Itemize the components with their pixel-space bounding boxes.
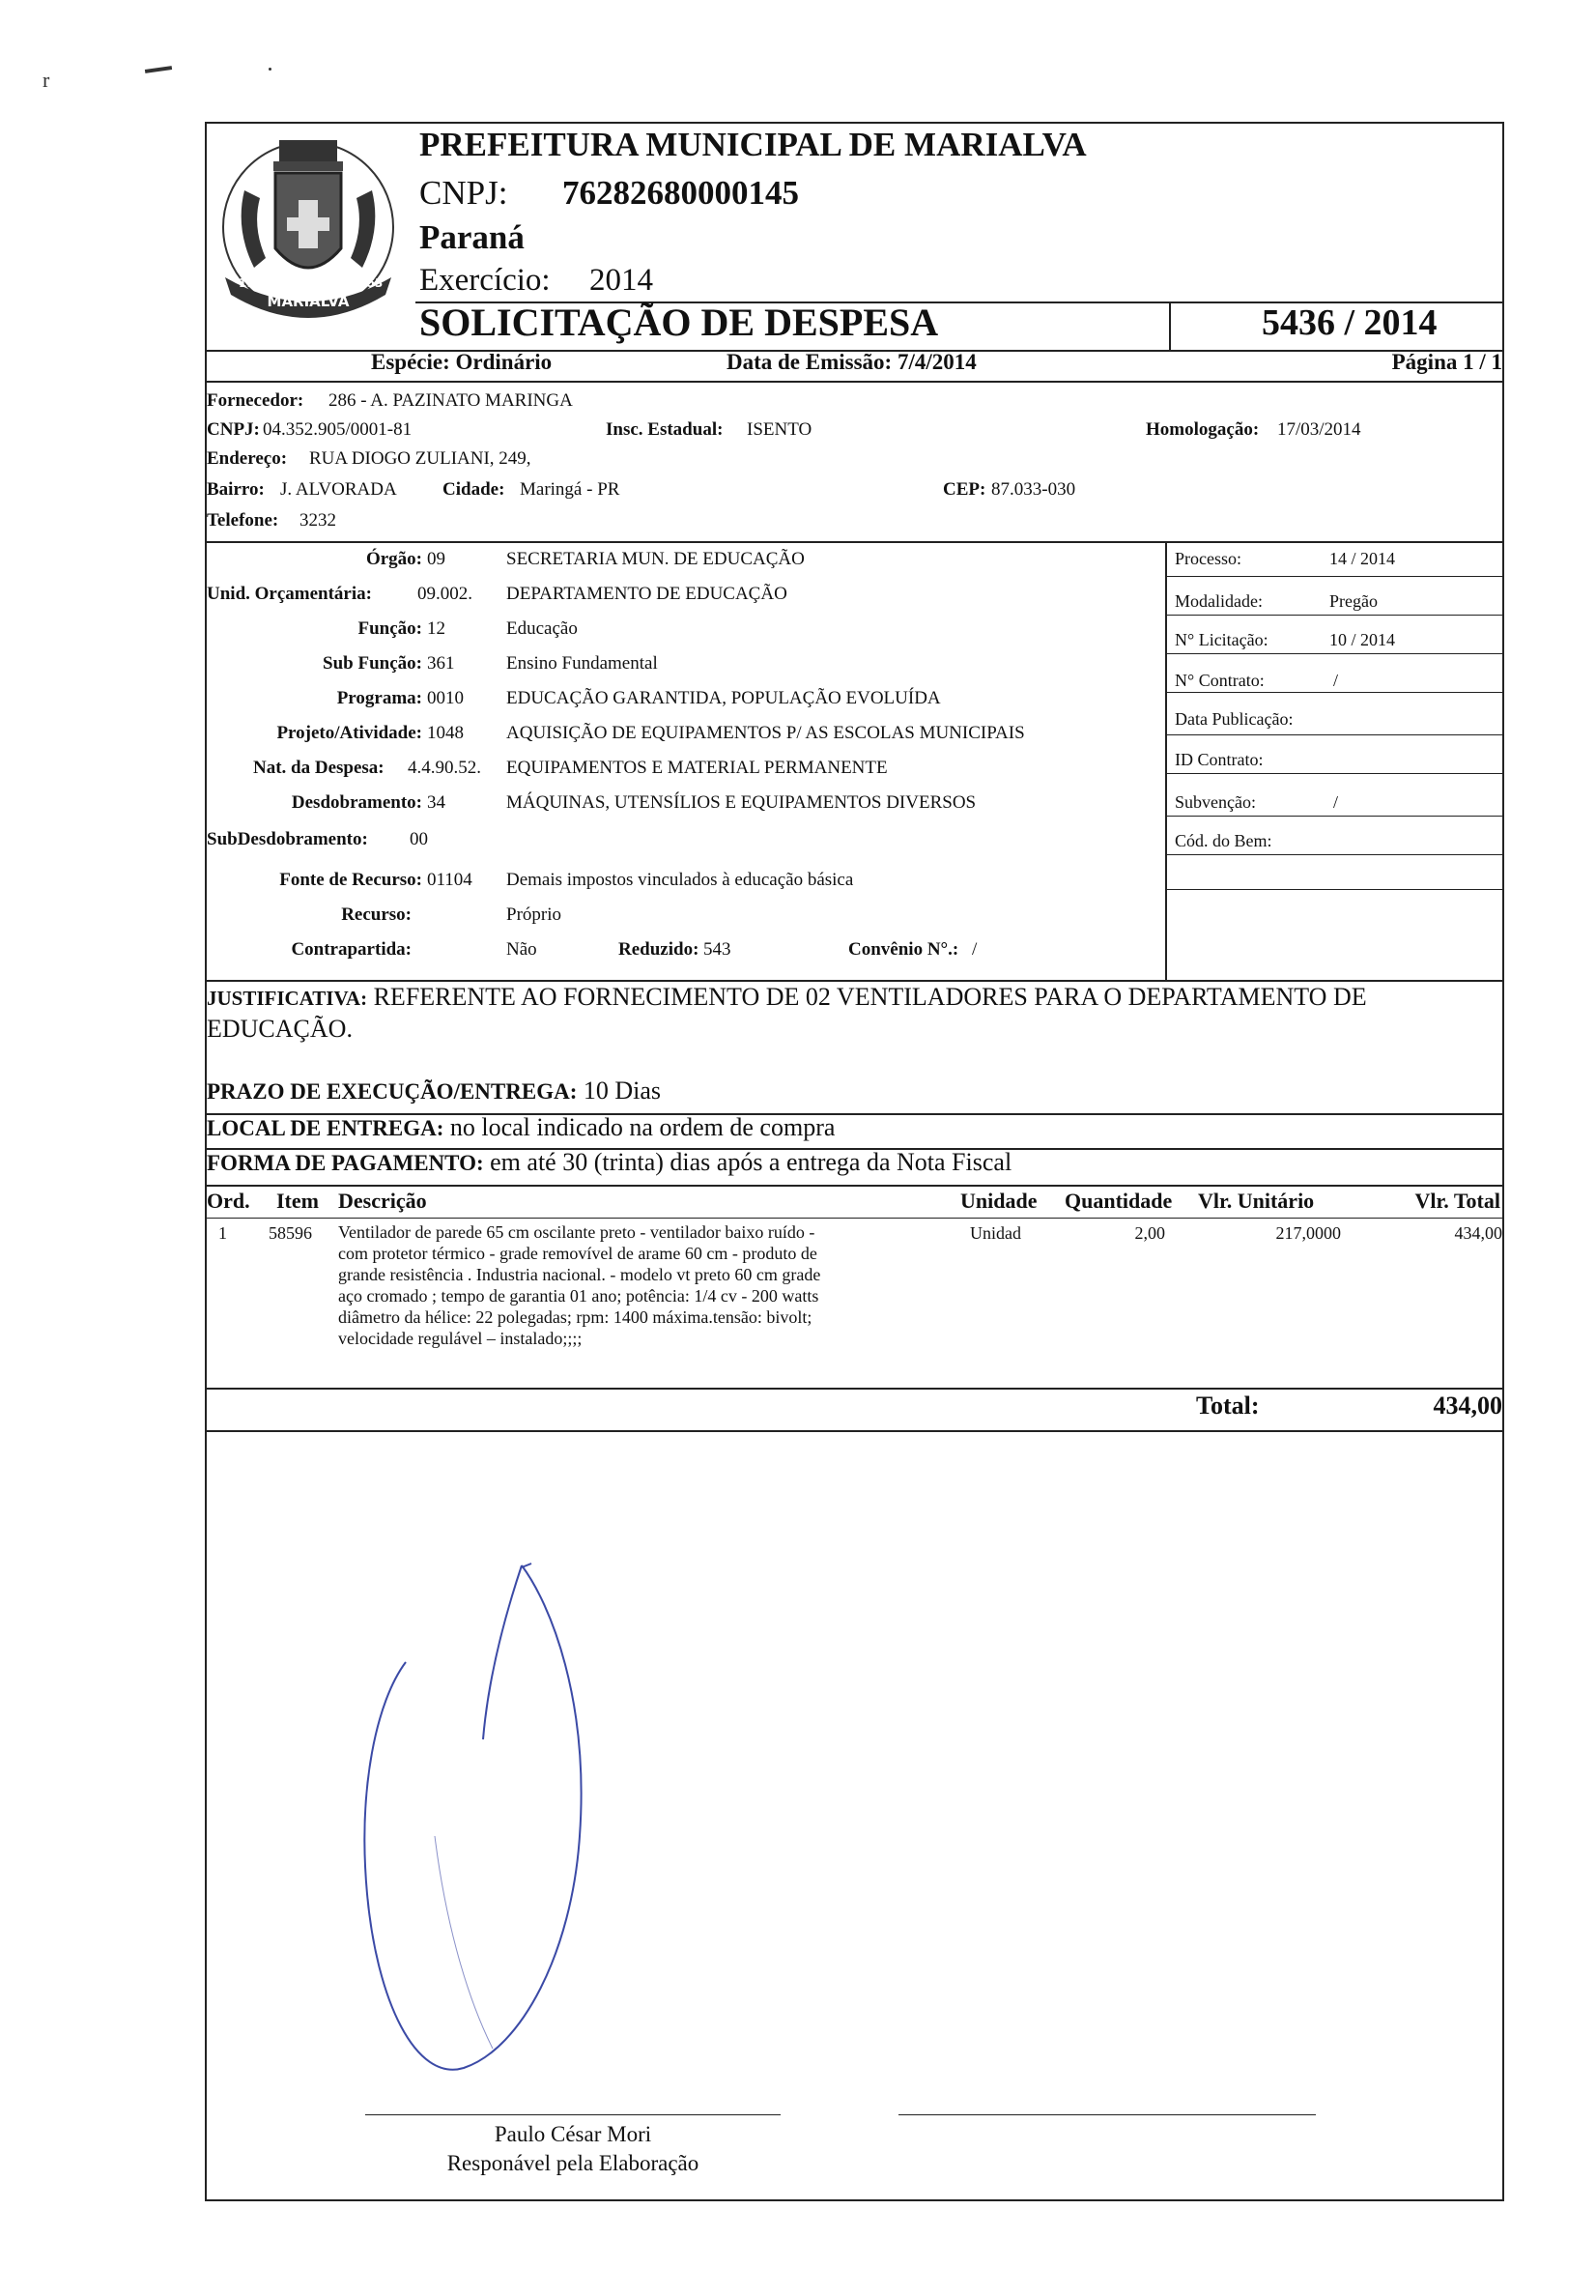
convenio-label: Convênio N°.: [848, 939, 959, 960]
telefone-label: Telefone: [207, 510, 279, 531]
state-name: Paraná [419, 218, 525, 256]
desc-line: aço cromado ; tempo de garantia 01 ano; potência: 1/4 cv - 200 watts [338, 1286, 819, 1306]
unid-desc: DEPARTAMENTO DE EDUCAÇÃO [506, 584, 787, 604]
subfuncao-label: Sub Função: [323, 653, 422, 674]
natdespesa-label: Nat. da Despesa: [253, 758, 385, 778]
signature-line [365, 2114, 781, 2115]
endereco-value: RUA DIOGO ZULIANI, 249, [309, 448, 531, 469]
especie: Espécie: Ordinário [371, 350, 553, 374]
programa-desc: EDUCAÇÃO GARANTIDA, POPULAÇÃO EVOLUÍDA [506, 688, 941, 708]
signature-line [898, 2114, 1316, 2115]
document-number: 5436 / 2014 [1262, 302, 1438, 343]
contrato-label: N° Contrato: [1175, 671, 1265, 690]
divider [1165, 816, 1503, 817]
desdobramento-desc: MÁQUINAS, UTENSÍLIOS E EQUIPAMENTOS DIVERSOS [506, 792, 977, 813]
total-label: Total: [1196, 1392, 1260, 1420]
fonte-code: 01104 [427, 870, 472, 890]
processo-value: 14 / 2014 [1329, 549, 1396, 568]
programa-label: Programa: [336, 688, 422, 708]
col-vlr-unitario: Vlr. Unitário [1198, 1189, 1315, 1213]
subvencao-value: / [1333, 792, 1339, 812]
cep-label: CEP: [943, 479, 986, 500]
document-title: SOLICITAÇÃO DE DESPESA [419, 301, 939, 344]
cidade-value: Maringá - PR [520, 479, 620, 500]
insc-value: ISENTO [747, 419, 812, 440]
subfuncao-desc: Ensino Fundamental [506, 653, 658, 674]
prazo-label: PRAZO DE EXECUÇÃO/ENTREGA: [207, 1079, 578, 1104]
divider [1169, 301, 1171, 350]
insc-label: Insc. Estadual: [606, 419, 724, 440]
divider [1165, 734, 1503, 735]
modalidade-label: Modalidade: [1175, 591, 1263, 611]
col-item: Item [276, 1189, 319, 1213]
row-vlr-total: 434,00 [1454, 1223, 1502, 1243]
col-descricao: Descrição [338, 1189, 427, 1213]
col-vlr-total: Vlr. Total [1414, 1189, 1500, 1213]
divider [205, 1430, 1504, 1432]
divider [1165, 773, 1503, 774]
divider [205, 541, 1504, 543]
divider [1165, 854, 1503, 855]
divider [205, 1218, 1504, 1219]
codbem-label: Cód. do Bem: [1175, 831, 1272, 850]
subdesdobramento-code: 00 [410, 829, 428, 849]
telefone-value: 3232 [299, 510, 336, 531]
supplier-cnpj-value: 04.352.905/0001-81 [263, 419, 413, 440]
publicacao-label: Data Publicação: [1175, 709, 1294, 729]
municipal-seal [206, 123, 411, 337]
justificativa-text-1: REFERENTE AO FORNECIMENTO DE 02 VENTILADORES PARA O DEPARTAMENTO DE [373, 983, 1367, 1011]
divider [1165, 692, 1503, 693]
justificativa [207, 982, 1501, 1045]
divider [1165, 543, 1167, 980]
endereco-label: Endereço: [207, 448, 288, 469]
funcao-code: 12 [427, 618, 445, 639]
modalidade-value: Pregão [1329, 591, 1378, 611]
supplier-cnpj-label: CNPJ: [207, 419, 260, 440]
contrato-value: / [1333, 671, 1339, 690]
contrapartida-value: Não [506, 939, 537, 960]
local-label: LOCAL DE ENTREGA: [207, 1116, 444, 1140]
reduzido-label: Reduzido: [618, 939, 699, 960]
desc-line: Ventilador de parede 65 cm oscilante preto - ventilador baixo ruído - [338, 1222, 815, 1242]
local-value: no local indicado na ordem de compra [449, 1113, 836, 1141]
divider [205, 381, 1504, 383]
fonte-desc: Demais impostos vinculados à educação básica [506, 870, 854, 890]
divider [205, 1388, 1504, 1390]
unid-code: 09.002. [417, 584, 472, 604]
svg-text:1953: 1953 [351, 276, 384, 290]
scan-mark [145, 66, 172, 73]
row-quantidade: 2,00 [1134, 1223, 1165, 1243]
programa-code: 0010 [427, 688, 464, 708]
homologacao-value: 17/03/2014 [1277, 419, 1361, 440]
prazo-value: 10 Dias [583, 1076, 662, 1105]
homologacao-label: Homologação: [1146, 419, 1260, 440]
desc-line: diâmetro da hélice: 22 polegadas; rpm: 1400 máxima.tensão: bivolt; [338, 1307, 812, 1327]
forma-value: em até 30 (trinta) dias após a entrega da Nota Fiscal [490, 1148, 1012, 1176]
bairro-label: Bairro: [207, 479, 265, 500]
convenio-value: / [972, 939, 978, 960]
prazo-row [207, 1076, 661, 1105]
licitacao-value: 10 / 2014 [1329, 630, 1396, 649]
row-unidade: Unidad [970, 1223, 1021, 1243]
forma-row [207, 1148, 1012, 1177]
bairro-value: J. ALVORADA [280, 479, 397, 500]
desc-line: grande resistência . Industria nacional. - modelo vt preto 60 cm grade [338, 1265, 821, 1284]
scan-mark [269, 68, 271, 71]
projeto-desc: AQUISIÇÃO DE EQUIPAMENTOS P/ AS ESCOLAS MUNICIPAIS [506, 723, 1025, 743]
fornecedor-value: 286 - A. PAZINATO MARINGA [328, 390, 573, 411]
recurso-label: Recurso: [341, 904, 412, 925]
row-ord: 1 [218, 1223, 227, 1243]
org-name: PREFEITURA MUNICIPAL DE MARIALVA [419, 126, 1087, 163]
justificativa-text-2: EDUCAÇÃO. [207, 1015, 353, 1043]
contrapartida-label: Contrapartida: [291, 939, 412, 960]
row-item: 58596 [269, 1223, 312, 1243]
projeto-label: Projeto/Atividade: [276, 723, 422, 743]
exercicio-label: Exercício: [419, 263, 551, 298]
natdespesa-desc: EQUIPAMENTOS E MATERIAL PERMANENTE [506, 758, 888, 778]
divider [1165, 653, 1503, 654]
natdespesa-code: 4.4.90.52. [408, 758, 481, 778]
svg-text:1951: 1951 [239, 276, 271, 290]
reduzido-value: 543 [703, 939, 731, 960]
fonte-label: Fonte de Recurso: [279, 870, 422, 890]
desdobramento-label: Desdobramento: [291, 792, 422, 813]
idcontrato-label: ID Contrato: [1175, 750, 1264, 769]
divider [1165, 615, 1503, 616]
col-unidade: Unidade [960, 1189, 1038, 1213]
col-quantidade: Quantidade [1065, 1189, 1173, 1213]
handwritten-signature [319, 1546, 705, 2087]
forma-label: FORMA DE PAGAMENTO: [207, 1151, 484, 1175]
signer-name: Paulo César Mori [494, 2122, 652, 2146]
row-vlr-unitario: 217,0000 [1275, 1223, 1341, 1243]
fornecedor-label: Fornecedor: [207, 390, 304, 411]
funcao-desc: Educação [506, 618, 578, 639]
cep-value: 87.033-030 [991, 479, 1076, 500]
orgao-label: Órgão: [365, 549, 422, 569]
orgao-code: 09 [427, 549, 445, 569]
cidade-label: Cidade: [442, 479, 505, 500]
svg-text:MARIALVA: MARIALVA [267, 293, 350, 310]
licitacao-label: N° Licitação: [1175, 630, 1268, 649]
row-descricao [338, 1221, 956, 1349]
justificativa-label: JUSTIFICATIVA: [207, 987, 368, 1010]
local-row [207, 1113, 835, 1142]
orgao-desc: SECRETARIA MUN. DE EDUCAÇÃO [506, 549, 805, 569]
projeto-code: 1048 [427, 723, 464, 743]
desc-line: velocidade regulável – instalado;;;; [338, 1329, 583, 1348]
subfuncao-code: 361 [427, 653, 455, 674]
subvencao-label: Subvenção: [1175, 792, 1256, 812]
funcao-label: Função: [357, 618, 422, 639]
divider [1165, 889, 1503, 890]
cnpj-header-label: CNPJ: [419, 174, 508, 212]
data-emissao: Data de Emissão: 7/4/2014 [727, 350, 977, 374]
page-number: Página 1 / 1 [1391, 350, 1502, 374]
total-value: 434,00 [1433, 1392, 1502, 1420]
subdesdobramento-label: SubDesdobramento: [207, 829, 368, 849]
signer-role: Responável pela Elaboração [446, 2151, 699, 2175]
cnpj-header-value: 76282680000145 [562, 174, 799, 212]
processo-label: Processo: [1175, 549, 1241, 568]
desdobramento-code: 34 [427, 792, 445, 813]
recurso-desc: Próprio [506, 904, 561, 925]
scan-mark: r [43, 68, 50, 92]
desc-line: com protetor térmico - grade removível de arame 60 cm - produto de [338, 1244, 817, 1263]
col-ord: Ord. [207, 1189, 250, 1213]
divider [1165, 576, 1503, 577]
unid-label: Unid. Orçamentária: [207, 584, 372, 604]
divider [205, 1185, 1504, 1187]
exercicio-value: 2014 [589, 263, 653, 298]
